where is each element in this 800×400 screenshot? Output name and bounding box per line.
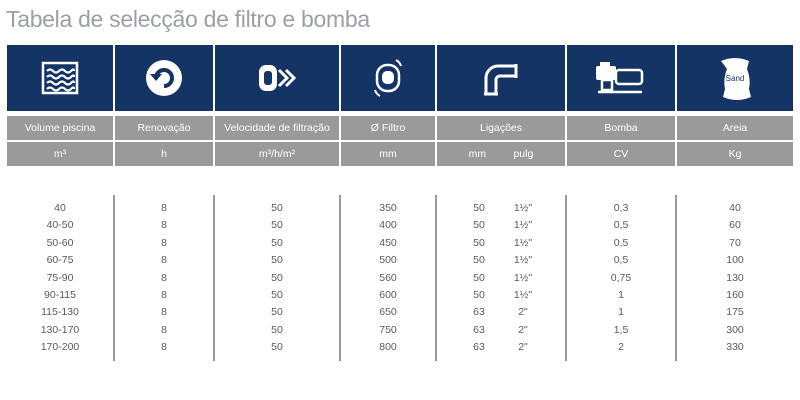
table-cell-speed: 50 <box>271 341 283 354</box>
table-cell-speed: 50 <box>271 306 283 319</box>
filter-tank-icon <box>368 56 408 100</box>
icon-cell-sand <box>677 45 793 111</box>
table-cell-conn-mm: 50 <box>473 254 485 267</box>
table-cell-volume: 60-75 <box>46 254 74 267</box>
table-cell-connections <box>437 252 565 269</box>
col-sand <box>677 195 793 361</box>
table-cell-pump: 1 <box>618 306 624 319</box>
table-cell-volume: 170-200 <box>40 341 80 354</box>
pump-icon <box>592 59 650 97</box>
table-cell-pump: 1,5 <box>613 323 629 336</box>
table-cell-connections <box>437 304 565 321</box>
unit-renewal: h <box>115 142 215 166</box>
table-cell-conn-pulg: 2" <box>518 306 528 319</box>
table-cell-conn-mm: 50 <box>473 236 485 249</box>
table-body <box>7 195 793 361</box>
table-cell-conn-mm: 50 <box>473 271 485 284</box>
table-cell-pump: 0,5 <box>613 236 629 249</box>
col-volume <box>7 195 115 361</box>
unit-volume: m³ <box>7 142 115 166</box>
table-cell-renewal: 8 <box>161 271 167 284</box>
table-cell-renewal: 8 <box>161 323 167 336</box>
table-cell-volume: 115-130 <box>41 306 79 319</box>
table-cell-conn-pulg: 2" <box>518 341 528 354</box>
table-cell-connections <box>437 287 565 304</box>
table-cell-pump: 0,5 <box>613 254 629 267</box>
table-cell-conn-pulg: 1½" <box>513 254 533 267</box>
table-cell-speed: 50 <box>271 271 283 284</box>
table-cell-conn-pulg: 1½" <box>513 236 533 249</box>
table-cell-conn-pulg: 1½" <box>513 202 533 214</box>
header-pump: Bomba <box>567 116 677 140</box>
header-row <box>7 116 793 140</box>
unit-conn-mm: mm <box>468 148 487 160</box>
table-cell-volume: 50-60 <box>46 236 74 249</box>
table-cell-speed: 50 <box>271 236 283 249</box>
table-cell-filter: 800 <box>379 341 397 354</box>
unit-pump: CV <box>567 142 677 166</box>
table-cell-renewal: 8 <box>161 306 167 319</box>
icon-cell-volume <box>7 45 115 111</box>
table-cell-sand: 300 <box>726 323 744 336</box>
selection-table <box>7 45 793 361</box>
table-cell-connections <box>437 322 565 339</box>
sand-bag-icon <box>715 55 755 101</box>
table-cell-sand: 70 <box>729 236 741 249</box>
renewal-cycle-icon <box>144 58 184 98</box>
icon-cell-renewal <box>115 45 215 111</box>
table-cell-filter: 450 <box>379 236 397 249</box>
col-pump <box>567 195 677 361</box>
table-cell-filter: 350 <box>379 202 397 214</box>
table-cell-pump: 0,75 <box>610 271 632 284</box>
table-cell-conn-mm: 50 <box>473 202 485 214</box>
page-title: Tabela de selecção de filtro e bomba <box>6 6 370 32</box>
icon-cell-pump <box>567 45 677 111</box>
table-cell-renewal: 8 <box>161 254 167 267</box>
table-cell-speed: 50 <box>271 202 283 214</box>
unit-connections <box>437 142 567 166</box>
table-cell-conn-pulg: 2" <box>518 323 528 336</box>
table-cell-conn-mm: 50 <box>473 288 485 301</box>
pool-water-icon <box>40 60 80 96</box>
col-renewal <box>115 195 215 361</box>
unit-row <box>7 142 793 166</box>
table-cell-filter: 500 <box>379 254 397 267</box>
sand-bag-label: Sand <box>725 74 745 83</box>
col-speed <box>215 195 341 361</box>
table-cell-volume: 75-90 <box>46 271 74 284</box>
table-cell-conn-mm: 63 <box>473 341 485 354</box>
table-cell-filter: 600 <box>379 288 397 301</box>
table-cell-sand: 60 <box>729 219 741 232</box>
table-cell-speed: 50 <box>271 323 283 336</box>
table-cell-renewal: 8 <box>161 288 167 301</box>
header-connections: Ligações <box>437 116 567 140</box>
pipe-elbow-icon <box>480 58 522 98</box>
col-connections <box>437 195 567 361</box>
table-cell-renewal: 8 <box>161 236 167 249</box>
table-cell-volume: 130-170 <box>40 323 80 336</box>
table-cell-filter: 560 <box>379 271 397 284</box>
table-cell-pump: 1 <box>618 288 624 301</box>
table-cell-conn-mm: 50 <box>473 219 485 232</box>
unit-filter: mm <box>341 142 437 166</box>
table-cell-conn-mm: 63 <box>473 323 485 336</box>
table-cell-pump: 2 <box>618 341 624 354</box>
unit-sand: Kg <box>677 142 793 166</box>
col-filter <box>341 195 437 361</box>
icon-cell-connections <box>437 45 567 111</box>
icon-band <box>7 45 793 111</box>
table-cell-sand: 40 <box>729 202 741 214</box>
table-cell-connections <box>437 217 565 234</box>
table-cell-speed: 50 <box>271 254 283 267</box>
table-cell-sand: 160 <box>726 288 744 301</box>
table-cell-speed: 50 <box>271 219 283 232</box>
table-cell-pump: 0,5 <box>613 219 629 232</box>
unit-conn-pulg: pulg <box>513 148 534 160</box>
table-cell-filter: 750 <box>379 323 397 336</box>
table-cell-sand: 175 <box>726 306 744 319</box>
table-cell-sand: 100 <box>726 254 744 267</box>
unit-speed: m³/h/m² <box>215 142 341 166</box>
table-cell-renewal: 8 <box>161 341 167 354</box>
icon-cell-filter <box>341 45 437 111</box>
header-filter: Ø Filtro <box>341 116 437 140</box>
table-cell-conn-pulg: 1½" <box>513 288 533 301</box>
table-cell-conn-pulg: 1½" <box>513 219 533 232</box>
header-renewal: Renovação <box>115 116 215 140</box>
table-cell-volume: 40 <box>54 202 66 214</box>
table-cell-connections <box>437 270 565 287</box>
table-cell-speed: 50 <box>271 288 283 301</box>
filtration-speed-icon <box>253 60 301 96</box>
table-cell-volume: 90-115 <box>44 288 76 301</box>
table-cell-conn-mm: 63 <box>473 306 485 319</box>
icon-cell-speed <box>215 45 341 111</box>
header-sand: Areia <box>677 116 793 140</box>
table-cell-filter: 400 <box>379 219 397 232</box>
table-cell-connections <box>437 235 565 252</box>
table-cell-connections <box>437 200 565 217</box>
table-cell-connections <box>437 339 565 356</box>
table-cell-filter: 650 <box>379 306 397 319</box>
header-volume: Volume piscina <box>7 116 115 140</box>
table-cell-conn-pulg: 1½" <box>513 271 533 284</box>
table-cell-renewal: 8 <box>161 219 167 232</box>
table-cell-pump: 0,3 <box>613 202 629 214</box>
table-cell-sand: 130 <box>726 271 744 284</box>
header-speed: Velocidade de filtração <box>215 116 341 140</box>
table-cell-volume: 40-50 <box>46 219 74 232</box>
table-cell-sand: 330 <box>726 341 744 354</box>
table-cell-renewal: 8 <box>161 202 167 214</box>
